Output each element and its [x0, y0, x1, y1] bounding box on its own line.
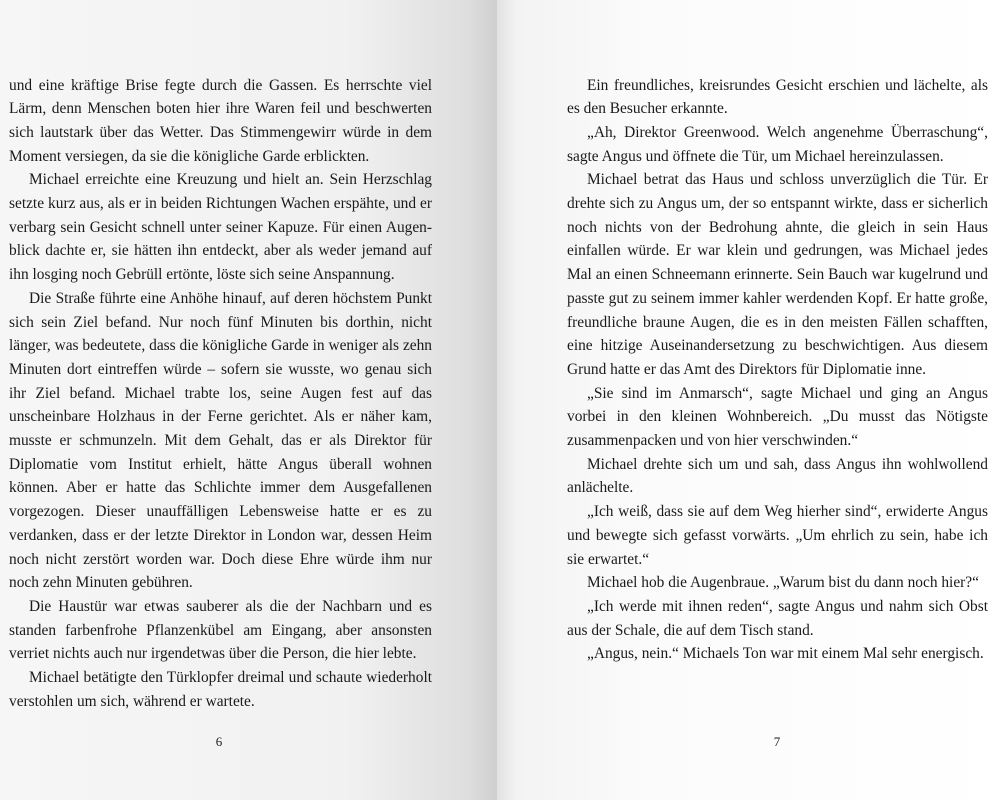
paragraph: „Ich werde mit ihnen reden“, sagte Angus und nahm sich Obst aus der Schale, die auf dem Tisch stand. — [567, 597, 988, 639]
page-number: 7 — [773, 734, 781, 749]
paragraph: „Angus, nein.“ Michaels Ton war mit einem Mal sehr energisch. — [587, 645, 984, 663]
paragraph: Michael betrat das Haus und schloss unverzüglich die Tür. Er drehte sich zu Angus um, der so entspannt wirkte, dass er sicherlich noch nichts von der Bedrohung ahnte, die gleich in sein Haus einfallen würde. Er war klein und gedrungen, was Michael jedes Mal an einen Schneemann erinnerte. Sein Bauch war kugelrund und passte gut zu seinem immer kahler werdenden Kopf. Er hatte große, freundliche braune Augen, die es in den meisten Fällen schafften, eine hitzige Auseinandersetzung zu beschwichtigen. Aus diesem Grund hatte er das Amt des Direktors für Diplomatie inne. — [567, 171, 988, 378]
paragraph: Michael betätigte den Türklopfer dreimal und schaute wiederholt verstohlen um sich, während er wartete. — [9, 669, 432, 710]
paragraph: Michael erreichte eine Kreuzung und hielt an. Sein Herzschlag setzte kurz aus, als er in beiden Richtungen Wachen erspähte, und er verbarg sein Gesicht schnell unter seiner Kapuze. Für einen Augenblick dachte er, sie hätten ihn entdeckt, aber als weder jemand auf ihn losging noch Gebrüll ertönte, löste sich seine Anspannung. — [9, 171, 432, 284]
paragraph: Ein freundliches, kreisrundes Gesicht erschien und lächelte, als es den Besucher erkannte. — [567, 76, 988, 118]
paragraph: „Ah, Direktor Greenwood. Welch angenehme Überraschung“, sagte Angus und öffnete die Tür, um Michael hereinzulassen. — [567, 123, 988, 165]
right-page-text — [567, 74, 988, 667]
paragraph: „Ich weiß, dass sie auf dem Weg hierher sind“, erwiderte Angus und bewegte sich gefasst vorwärts. „Um ehrlich zu sein, habe ich sie erwartet.“ — [567, 503, 988, 568]
paragraph: Die Haustür war etwas sauberer als die der Nachbarn und es standen farbenfrohe Pflanzenkübel am Eingang, aber ansonsten verriet nichts auch nur irgendetwas über die Person, die hier lebte. — [9, 597, 432, 663]
page-number: 6 — [215, 734, 223, 749]
paragraph: und eine kräftige Brise fegte durch die Gassen. Es herrschte viel Lärm, denn Menschen boten hier ihre Waren feil und beschwerten sich lautstark über das Wetter. Das Stimmengewirr würde in dem Moment versiegen, da sie die königliche Garde erblickten. — [9, 76, 432, 165]
left-page — [0, 0, 497, 800]
paragraph: Michael hob die Augenbraue. „Warum bist du dann noch hier?“ — [587, 574, 979, 592]
paragraph: Michael drehte sich um und sah, dass Angus ihn wohlwollend anlächelte. — [567, 455, 988, 497]
left-page-text — [9, 74, 432, 714]
paragraph: „Sie sind im Anmarsch“, sagte Michael und ging an Angus vorbei in den kleinen Wohnbereich. „Du musst das Nötigste zusammenpacken und von hier verschwinden.“ — [567, 384, 988, 450]
paragraph: Die Straße führte eine Anhöhe hinauf, auf deren höchstem Punkt sich sein Ziel befand. Nur noch fünf Minuten bis dorthin, nicht länger, was bedeutete, dass die königliche Garde in weniger als zehn Minuten dort eintreffen würde – sofern sie wusste, wo genau sich ihr Ziel befand. Michael trabte los, seine Augen fest auf das unscheinbare Holzhaus in der Ferne gerichtet. Als er näher kam, musste er schmunzeln. Mit dem Gehalt, das er als Direktor für Diplomatie vom Institut erhielt, hätte Angus überall wohnen können. Aber er hatte das Schlichte immer dem Ausgefallenen vorgezogen. Dieser unauffälligen Lebensweise hatte er es zu verdanken, dass er der letzte Direktor in London war, dessen Heim noch nicht zerstört worden war. Doch diese Ehre würde ihm nur noch zehn Minuten gebühren. — [9, 289, 432, 592]
